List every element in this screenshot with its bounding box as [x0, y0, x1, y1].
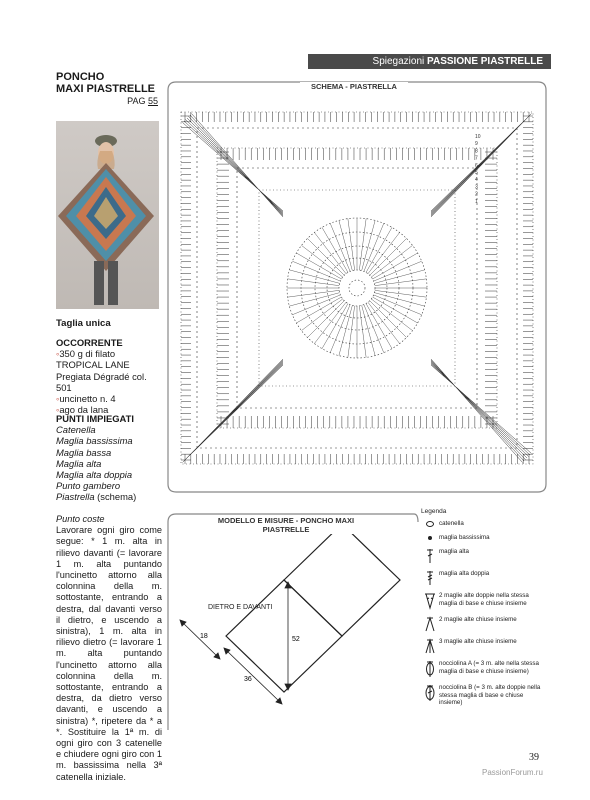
chart-circle-round	[339, 270, 375, 306]
three-dc-together-icon	[421, 638, 439, 654]
chart-round-number: 10	[475, 134, 481, 140]
watermark: PassionForum.ru	[482, 768, 543, 777]
stitches-heading: PUNTI IMPIEGATI	[56, 413, 134, 424]
stitches-section	[56, 413, 160, 503]
model-title: MODELLO E MISURE - PONCHO MAXI PIASTRELLE	[196, 516, 376, 534]
chart-stitch	[288, 290, 340, 297]
chart-corner-fan	[186, 120, 284, 214]
chart-round-number: 1	[475, 198, 478, 205]
page-number: 39	[529, 752, 539, 763]
chart-corner-fan	[431, 365, 532, 454]
legend-item-label: maglia bassissima	[439, 534, 490, 542]
page-reference-label: PAG	[127, 96, 146, 106]
page-reference-number[interactable]: 55	[147, 96, 158, 106]
chart-circle-round	[349, 280, 365, 296]
stitch-item: Punto gambero	[56, 480, 121, 492]
stitch-item: Maglia alta doppia	[56, 469, 133, 481]
legend-item	[421, 616, 546, 632]
legend-heading: Legenda	[421, 508, 447, 515]
chart-round-number: 8	[475, 148, 478, 155]
ribbing-heading: Punto coste	[56, 514, 105, 524]
chart-round-number: 2	[475, 191, 478, 198]
materials-item: ◦350 g di filato TROPICAL LANE Pregiata Dégradé col. 501	[56, 348, 147, 393]
chart-stitch	[359, 306, 366, 358]
dimension-18: 18	[200, 633, 208, 640]
chart-stitch	[322, 304, 348, 349]
chart-corner-fan	[431, 364, 530, 455]
project-title-block	[56, 72, 158, 107]
model-label-dietro: DIETRO E DAVANTI	[208, 604, 273, 611]
chart-stitch	[339, 305, 352, 355]
chart-title: SCHEMA - PIASTRELLA	[300, 82, 408, 91]
legend-item-label: nocciolina B (= 3 m. alte doppie nella stessa maglia di base e chiuse insieme)	[439, 684, 541, 707]
chart-stitch	[362, 220, 375, 270]
chart-stitch	[348, 306, 355, 358]
chart-round-number: 5	[475, 170, 478, 176]
ribbing-text: Lavorare ogni giro come segue: * 1 m. alta in rilievo davanti (= lavorare 1 m. alta puntando l'uncinetto attorno alla colonnina della m. sottostante, entrando a destra, dal davanti verso il dietro, e uscendo a sinistra), 1 m. alta in rilievo dietro (= lavorare 1 m. alta puntando l'uncinetto attorno alla colonnina della m. sottostante, entrando a destra, da dietro verso davanti, e uscendo a sinistra) *, ripetere da * a *. Sostituire la 1ª m. di ogni giro con 3 catenelle e chiudere ogni giro con 1 m. bassissima nella 3ª catenella iniziale.	[56, 525, 162, 782]
size-label: Taglia unica	[56, 318, 111, 329]
chart-stitch	[348, 219, 355, 271]
cluster-a-icon	[421, 660, 439, 678]
legend-item-label: maglia alta doppia	[439, 570, 490, 578]
legend	[421, 508, 546, 713]
tile-chart	[164, 78, 550, 496]
chart-round-number: 4	[475, 177, 478, 184]
chart-stitch	[339, 220, 352, 270]
stitch-item: Maglia bassissima	[56, 435, 133, 447]
chart-stitch	[366, 227, 392, 272]
stitch-item: Maglia alta	[56, 457, 102, 469]
legend-item	[421, 684, 546, 706]
materials-item: ◦uncinetto n. 4	[56, 393, 116, 405]
treble-crochet-symbol-icon	[421, 570, 439, 586]
legend-item	[421, 592, 546, 610]
chart-stitch	[362, 305, 375, 355]
chart-corner-fan	[431, 360, 524, 461]
section-label: Spiegazioni	[372, 56, 425, 67]
legend-item-label: 2 maglie alte doppie nella stessa maglia di base e chiuse insieme	[439, 592, 529, 607]
tile-chart-body	[181, 112, 533, 464]
stitch-item: Maglia bassa	[56, 446, 112, 458]
project-title-line2: MAXI PIASTRELLE	[56, 82, 156, 95]
legend-item	[421, 660, 546, 678]
legend-item-label: 2 maglie alte chiuse insieme	[439, 616, 517, 624]
legend-item	[421, 534, 546, 542]
chart-stitch	[359, 219, 366, 271]
materials-section	[56, 337, 160, 415]
chart-stitch	[374, 293, 424, 306]
legend-item-label: nocciolina A (= 3 m. alte nella stessa maglia di base e chiuse insieme)	[439, 660, 539, 675]
chart-stitch	[322, 227, 348, 272]
chart-round-number: 3	[475, 184, 478, 191]
chart-stitch	[375, 290, 427, 297]
chart-corner-fan	[189, 117, 284, 216]
poncho-model-photo	[56, 121, 159, 309]
materials-item: ◦ago da lana	[56, 404, 109, 416]
chart-corner-fan	[184, 121, 283, 212]
two-treble-same-base-icon	[421, 592, 439, 610]
chain-symbol-icon	[421, 520, 439, 528]
legend-item	[421, 520, 546, 528]
chart-round-number: 9	[475, 141, 478, 148]
two-dc-together-icon	[421, 616, 439, 632]
cluster-b-icon	[421, 684, 439, 702]
model-diagram	[164, 510, 420, 745]
legend-item	[421, 570, 546, 586]
section-header-bar	[308, 54, 551, 69]
chart-corner-fan	[431, 363, 529, 457]
page-reference	[56, 96, 158, 107]
chart-stitch	[373, 297, 418, 323]
chart-stitch	[374, 270, 424, 283]
chart-stitch	[288, 279, 340, 286]
chart-corner-fan	[431, 361, 526, 460]
chart-stitch	[366, 304, 392, 349]
chart-stitch	[296, 253, 341, 279]
poncho-square-right	[284, 524, 400, 636]
ribbing-instructions	[56, 514, 162, 783]
chart-corner-fan	[187, 118, 283, 214]
chart-stitch	[289, 293, 339, 306]
stitch-item: Catenella	[56, 424, 96, 436]
chart-stitch	[375, 279, 427, 286]
materials-heading: OCCORRENTE	[56, 337, 123, 348]
double-crochet-symbol-icon	[421, 548, 439, 564]
chart-round-number: 6	[475, 162, 478, 169]
dimension-52: 52	[292, 636, 300, 643]
chart-corner-fan	[431, 114, 532, 218]
chart-stitch	[373, 253, 418, 279]
dimension-36: 36	[244, 676, 252, 683]
section-title: PASSIONE PIASTRELLE	[427, 56, 543, 67]
stitch-item-last: Piastrella (schema)	[56, 491, 137, 503]
legend-item-label: catenella	[439, 520, 464, 528]
chart-corner-fan	[183, 123, 284, 212]
chart-round-number: 7	[475, 155, 478, 162]
chart-stitch	[296, 297, 341, 323]
dimension-arrows	[180, 582, 291, 704]
project-title-line1: PONCHO	[56, 71, 105, 83]
chart-corner-fan	[192, 365, 284, 454]
legend-item-label: maglia alta	[439, 548, 469, 556]
chart-stitch	[289, 270, 339, 283]
legend-item	[421, 548, 546, 564]
legend-item	[421, 638, 546, 654]
slip-stitch-symbol-icon	[421, 534, 439, 542]
legend-item-label: 3 maglie alte chiuse insieme	[439, 638, 517, 646]
chart-corner-fan	[431, 362, 527, 458]
